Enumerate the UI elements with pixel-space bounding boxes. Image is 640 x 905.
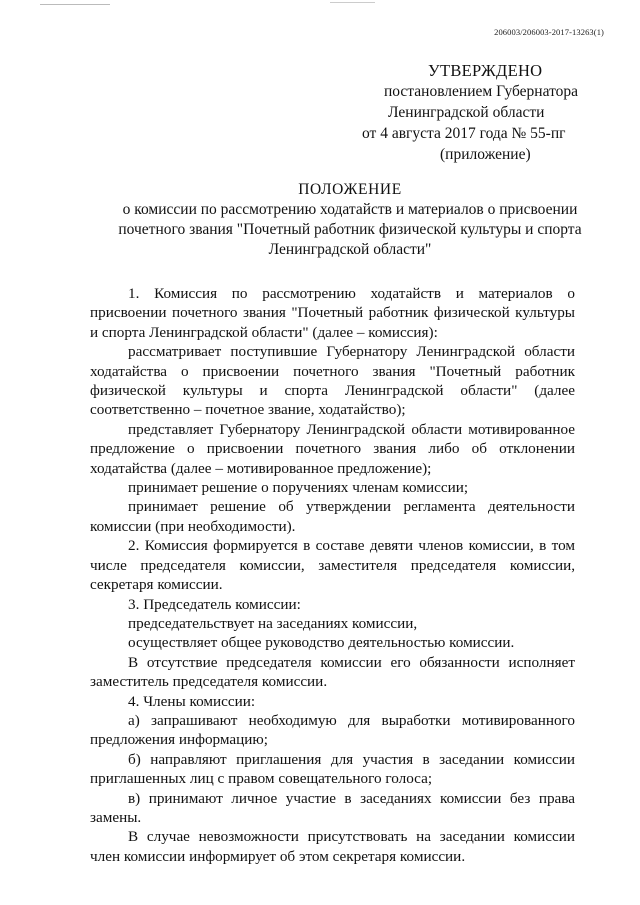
- scan-artifact: [330, 2, 375, 3]
- paragraph: а) запрашивают необходимую для выработки мотивированного предложения информацию;: [90, 711, 575, 749]
- paragraph: принимает решение о поручениях членам комиссии;: [128, 479, 469, 497]
- approval-date-line: от 4 августа 2017 года № 55-пг: [362, 125, 566, 142]
- paragraph: принимает решение об утверждении регламента деятельности комиссии (при необходимости).: [90, 498, 575, 535]
- paragraph: рассматривает поступившие Губернатору Ленинградской области ходатайства о присвоении почетного звания "Почетный работник физической культуры и спорта Ленинградской области" (далее соответственно – почетное звание, ходатайство);: [90, 343, 575, 419]
- document-code: 206003/206003-2017-13263(1): [494, 27, 604, 37]
- document-title: ПОЛОЖЕНИЕ: [298, 181, 402, 198]
- paragraph: в) принимают личное участие в заседаниях комиссии без права замены.: [90, 789, 575, 826]
- paragraph: 2. Комиссия формируется в составе девяти членов комиссии, в том числе председателя комиссии, заместителя председателя комиссии, секретаря комиссии.: [90, 537, 575, 594]
- approval-block: [340, 60, 600, 165]
- document-body: [90, 284, 575, 866]
- paragraph: В отсутствие председателя комиссии его обязанности исполняет заместитель председателя комиссии.: [90, 653, 575, 691]
- paragraph: 1. Комиссия по рассмотрению ходатайств и материалов о присвоении почетного звания "Почетный работник физической культуры и спорта Ленинградской области" (далее – комиссия):: [90, 285, 575, 341]
- paragraph: 4. Члены комиссии:: [128, 692, 256, 710]
- paragraph: 3. Председатель комиссии:: [128, 595, 301, 613]
- paragraph: б) направляют приглашения для участия в заседании комиссии приглашенных лиц с правом совещательного голоса;: [90, 750, 575, 788]
- paragraph: представляет Губернатору Ленинградской области мотивированное предложение о присвоении почетного звания либо об отклонении ходатайства (далее – мотивированное предложение);: [90, 420, 575, 477]
- approval-line: Ленинградской области: [388, 104, 545, 121]
- approval-line: постановлением Губернатора: [384, 83, 579, 100]
- approval-line: (приложение): [440, 146, 531, 163]
- paragraph: В случае невозможности присутствовать на заседании комиссии член комиссии информирует об этом секретаря комиссии.: [90, 828, 575, 865]
- document-heading: [60, 180, 640, 260]
- heading-line: почетного звания "Почетный работник физической культуры и спорта: [118, 221, 582, 238]
- scan-artifact: [40, 4, 110, 5]
- approval-title: УТВЕРЖДЕНО: [428, 61, 543, 80]
- heading-line: о комиссии по рассмотрению ходатайств и материалов о присвоении: [122, 201, 578, 218]
- paragraph: председательствует на заседаниях комиссии,: [128, 614, 418, 632]
- paragraph: осуществляет общее руководство деятельностью комиссии.: [128, 634, 515, 652]
- heading-line: Ленинградской области": [268, 241, 432, 258]
